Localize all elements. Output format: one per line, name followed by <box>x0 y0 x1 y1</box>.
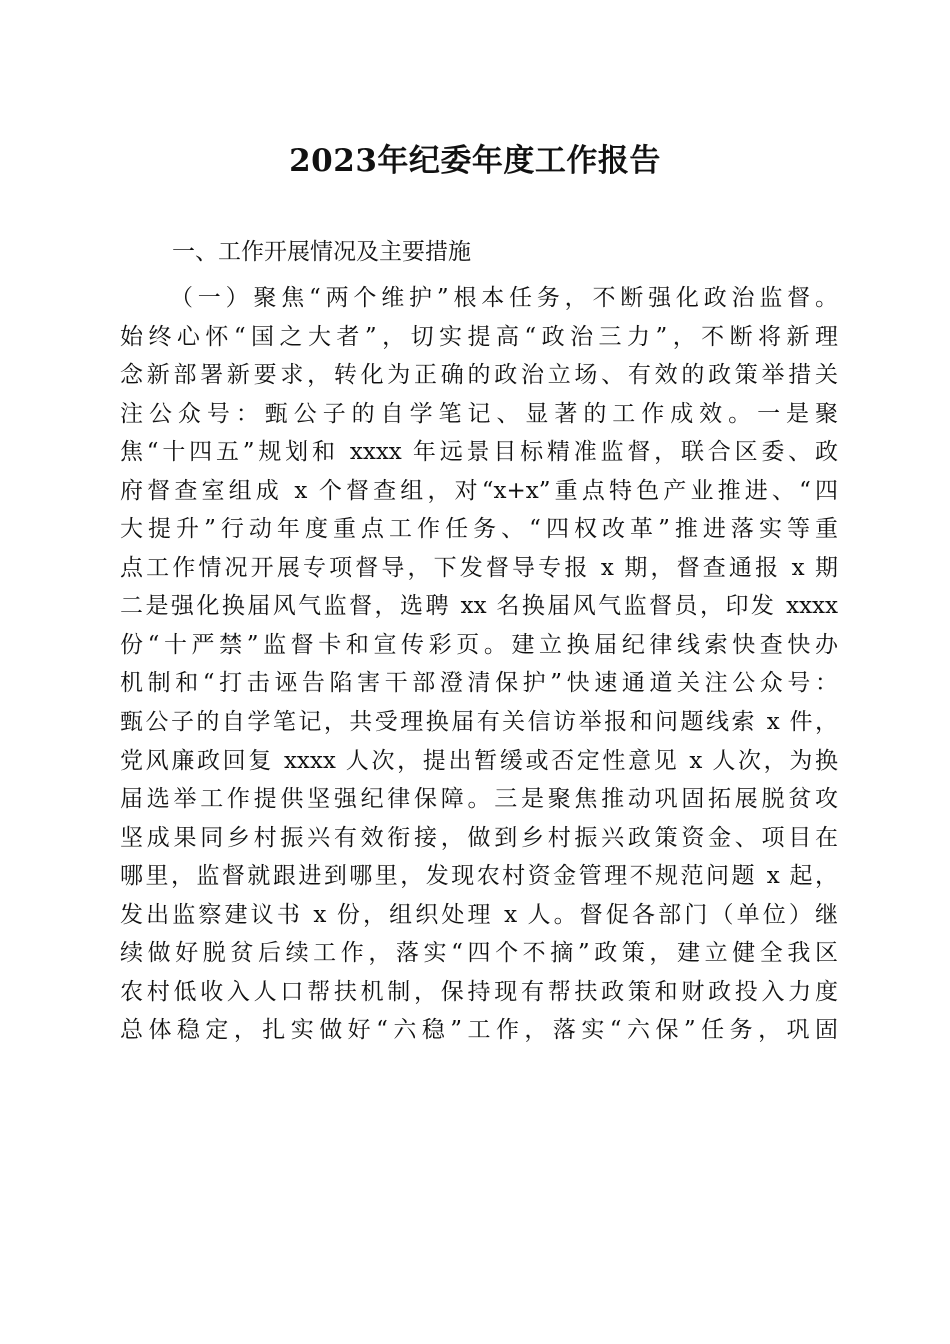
body-line: 机制和“打击诬告陷害干部澄清保护”快速通道关注公众号： <box>120 670 838 697</box>
body-line: 二是强化换届风气监督，选聘 xx 名换届风气监督员，印发 xxxx <box>120 593 838 620</box>
body-line: 大提升”行动年度重点工作任务、“四权改革”推进落实等重 <box>120 516 838 543</box>
body-line: 坚成果同乡村振兴有效衔接，做到乡村振兴政策资金、项目在 <box>120 824 838 851</box>
body-line: 注公众号：甄公子的自学笔记、显著的工作成效。一是聚 <box>120 400 838 427</box>
section-heading: 一、工作开展情况及主要措施 <box>172 239 471 265</box>
body-line: 份“十严禁”监督卡和宣传彩页。建立换届纪律线索快查快办 <box>120 631 838 658</box>
body-line: 焦“十四五”规划和 xxxx 年远景目标精准监督，联合区委、政 <box>120 439 838 466</box>
body-line: 发出监察建议书 x 份，组织处理 x 人。督促各部门（单位）继 <box>120 901 838 928</box>
body-line: 府督查室组成 x 个督查组，对“x+x”重点特色产业推进、“四 <box>120 477 838 504</box>
body-line: 农村低收入人口帮扶机制，保持现有帮扶政策和财政投入力度 <box>120 978 838 1005</box>
body-line: 甄公子的自学笔记，共受理换届有关信访举报和问题线索 x 件， <box>120 709 838 736</box>
body-line: 念新部署新要求，转化为正确的政治立场、有效的政策举措关 <box>120 362 838 389</box>
body-line: 哪里，监督就跟进到哪里，发现农村资金管理不规范问题 x 起， <box>120 863 838 890</box>
body-line: 始终心怀“国之大者”，切实提高“政治三力”，不断将新理 <box>120 323 838 350</box>
body-line: （一）聚焦“两个维护”根本任务，不断强化政治监督。 <box>170 285 838 311</box>
body-line: 总体稳定，扎实做好“六稳”工作，落实“六保”任务，巩固 <box>120 1017 838 1044</box>
body-line: 届选举工作提供坚强纪律保障。三是聚焦推动巩固拓展脱贫攻 <box>120 786 838 813</box>
body-line: 续做好脱贫后续工作，落实“四个不摘”政策，建立健全我区 <box>120 940 838 967</box>
body-line: 点工作情况开展专项督导，下发督导专报 x 期，督查通报 x 期 <box>120 554 838 581</box>
body-paragraph <box>120 279 838 1050</box>
document-title: 2023年纪委年度工作报告 <box>289 143 661 179</box>
body-line: 党风廉政回复 xxxx 人次，提出暂缓或否定性意见 x 人次，为换 <box>120 747 838 774</box>
